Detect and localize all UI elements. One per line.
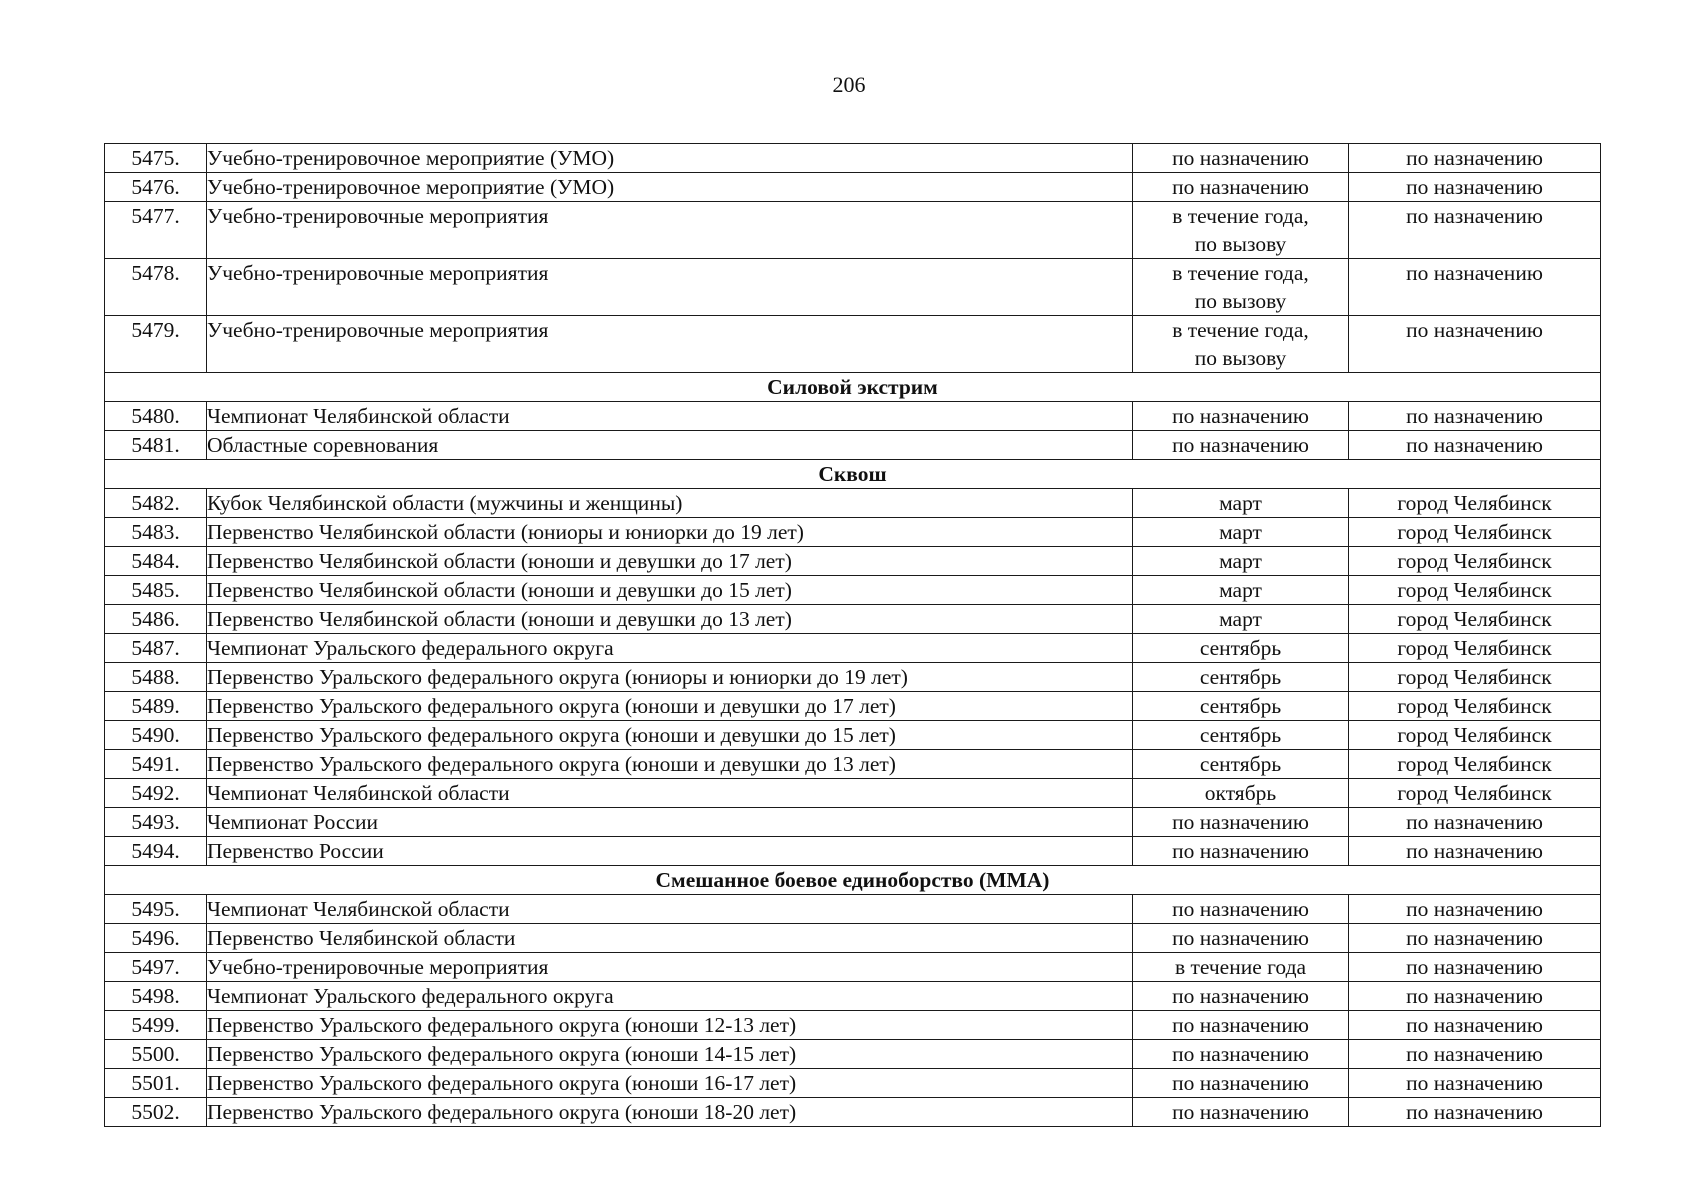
- event-place-cell: город Челябинск: [1349, 721, 1601, 750]
- event-name-cell: Чемпионат Челябинской области: [207, 402, 1133, 431]
- event-place-cell: по назначению: [1349, 173, 1601, 202]
- event-name-cell: Учебно-тренировочные мероприятия: [207, 202, 1133, 259]
- event-name-cell: Областные соревнования: [207, 431, 1133, 460]
- table-row: [105, 837, 1601, 866]
- event-name-cell: Учебно-тренировочные мероприятия: [207, 316, 1133, 373]
- event-date-line: в течение года,: [1172, 318, 1309, 342]
- event-date-line: март: [1219, 491, 1262, 515]
- event-number-cell: 5490.: [105, 721, 207, 750]
- event-date-cell: [1133, 402, 1349, 431]
- event-number-cell: 5484.: [105, 547, 207, 576]
- event-name-cell: Первенство Челябинской области (юноши и девушки до 13 лет): [207, 605, 1133, 634]
- event-place-cell: по назначению: [1349, 1011, 1601, 1040]
- table-row: [105, 518, 1601, 547]
- event-date-line: в течение года,: [1172, 204, 1309, 228]
- event-name-cell: Чемпионат Уральского федерального округа: [207, 982, 1133, 1011]
- table-row: [105, 316, 1601, 373]
- event-name-cell: Первенство Челябинской области (юноши и девушки до 17 лет): [207, 547, 1133, 576]
- event-number-cell: 5477.: [105, 202, 207, 259]
- event-date-line: по назначению: [1172, 984, 1309, 1008]
- event-place-cell: по назначению: [1349, 316, 1601, 373]
- event-date-cell: [1133, 982, 1349, 1011]
- event-name-cell: Первенство Челябинской области (юноши и девушки до 15 лет): [207, 576, 1133, 605]
- table-row: [105, 634, 1601, 663]
- event-date-cell: [1133, 924, 1349, 953]
- event-place-cell: по назначению: [1349, 402, 1601, 431]
- event-date-line: март: [1219, 549, 1262, 573]
- event-number-cell: 5501.: [105, 1069, 207, 1098]
- event-date-cell: [1133, 750, 1349, 779]
- event-name-cell: Первенство Уральского федерального округа (юноши 14-15 лет): [207, 1040, 1133, 1069]
- event-place-cell: по назначению: [1349, 982, 1601, 1011]
- page-number: 206: [832, 72, 866, 97]
- event-number-cell: 5493.: [105, 808, 207, 837]
- event-date-cell: [1133, 1098, 1349, 1127]
- event-date-cell: [1133, 144, 1349, 173]
- events-table-body: [105, 144, 1601, 1127]
- event-number-cell: 5491.: [105, 750, 207, 779]
- event-date-line: по вызову: [1194, 346, 1287, 370]
- event-number-cell: 5499.: [105, 1011, 207, 1040]
- event-name-cell: Первенство Уральского федерального округа (юноши и девушки до 13 лет): [207, 750, 1133, 779]
- event-name-cell: Первенство Уральского федерального округа (юноши и девушки до 15 лет): [207, 721, 1133, 750]
- event-place-cell: по назначению: [1349, 1040, 1601, 1069]
- table-row: [105, 1069, 1601, 1098]
- event-name-cell: Чемпионат России: [207, 808, 1133, 837]
- table-row: [105, 173, 1601, 202]
- event-date-cell: [1133, 173, 1349, 202]
- event-name-cell: Первенство Уральского федерального округа (юниоры и юниорки до 19 лет): [207, 663, 1133, 692]
- event-place-cell: город Челябинск: [1349, 779, 1601, 808]
- event-number-cell: 5481.: [105, 431, 207, 460]
- section-title: Смешанное боевое единоборство (ММА): [105, 866, 1601, 895]
- event-date-line: по назначению: [1172, 146, 1309, 170]
- table-row: [105, 1040, 1601, 1069]
- event-name-cell: Первенство Уральского федерального округа (юноши 12-13 лет): [207, 1011, 1133, 1040]
- event-date-cell: [1133, 316, 1349, 373]
- table-row: [105, 605, 1601, 634]
- event-place-cell: город Челябинск: [1349, 576, 1601, 605]
- event-date-line: сентябрь: [1199, 723, 1282, 747]
- event-place-cell: город Челябинск: [1349, 663, 1601, 692]
- event-date-line: по вызову: [1194, 232, 1287, 256]
- event-name-cell: Первенство Челябинской области (юниоры и юниорки до 19 лет): [207, 518, 1133, 547]
- table-row: [105, 576, 1601, 605]
- table-row: [105, 431, 1601, 460]
- table-row: [105, 982, 1601, 1011]
- event-number-cell: 5476.: [105, 173, 207, 202]
- table-row: [105, 895, 1601, 924]
- event-place-cell: город Челябинск: [1349, 605, 1601, 634]
- event-number-cell: 5478.: [105, 259, 207, 316]
- table-row: [105, 808, 1601, 837]
- event-place-cell: город Челябинск: [1349, 634, 1601, 663]
- event-number-cell: 5485.: [105, 576, 207, 605]
- event-place-cell: по назначению: [1349, 144, 1601, 173]
- event-date-cell: [1133, 202, 1349, 259]
- event-date-cell: [1133, 953, 1349, 982]
- event-name-cell: Учебно-тренировочное мероприятие (УМО): [207, 173, 1133, 202]
- event-name-cell: Чемпионат Челябинской области: [207, 895, 1133, 924]
- event-date-cell: [1133, 547, 1349, 576]
- event-place-cell: по назначению: [1349, 837, 1601, 866]
- event-number-cell: 5480.: [105, 402, 207, 431]
- event-name-cell: Первенство Уральского федерального округа (юноши 18-20 лет): [207, 1098, 1133, 1127]
- event-date-line: в течение года: [1174, 955, 1307, 979]
- table-row: [105, 547, 1601, 576]
- section-title: Сквош: [105, 460, 1601, 489]
- event-number-cell: 5502.: [105, 1098, 207, 1127]
- event-name-cell: Первенство Челябинской области: [207, 924, 1133, 953]
- event-number-cell: 5486.: [105, 605, 207, 634]
- event-place-cell: по назначению: [1349, 895, 1601, 924]
- event-place-cell: по назначению: [1349, 953, 1601, 982]
- event-name-cell: Учебно-тренировочные мероприятия: [207, 953, 1133, 982]
- event-date-line: по назначению: [1172, 433, 1309, 457]
- table-row: [105, 144, 1601, 173]
- event-date-cell: [1133, 837, 1349, 866]
- table-row: [105, 721, 1601, 750]
- table-row: [105, 779, 1601, 808]
- event-number-cell: 5498.: [105, 982, 207, 1011]
- event-date-cell: [1133, 431, 1349, 460]
- event-date-line: по назначению: [1172, 1013, 1309, 1037]
- table-row: [105, 663, 1601, 692]
- event-date-line: сентябрь: [1199, 694, 1282, 718]
- event-date-cell: [1133, 259, 1349, 316]
- event-name-cell: Учебно-тренировочное мероприятие (УМО): [207, 144, 1133, 173]
- event-name-cell: Кубок Челябинской области (мужчины и женщины): [207, 489, 1133, 518]
- event-number-cell: 5495.: [105, 895, 207, 924]
- table-row: [105, 259, 1601, 316]
- event-name-cell: Чемпионат Челябинской области: [207, 779, 1133, 808]
- event-date-line: по назначению: [1172, 926, 1309, 950]
- event-number-cell: 5479.: [105, 316, 207, 373]
- event-date-cell: [1133, 895, 1349, 924]
- event-number-cell: 5494.: [105, 837, 207, 866]
- event-date-line: по назначению: [1172, 1100, 1309, 1124]
- table-row: [105, 924, 1601, 953]
- event-date-line: октябрь: [1204, 781, 1277, 805]
- section-header-row: [105, 460, 1601, 489]
- event-date-cell: [1133, 721, 1349, 750]
- event-date-line: по назначению: [1172, 1071, 1309, 1095]
- event-number-cell: 5497.: [105, 953, 207, 982]
- event-place-cell: по назначению: [1349, 202, 1601, 259]
- table-row: [105, 202, 1601, 259]
- event-place-cell: по назначению: [1349, 808, 1601, 837]
- event-number-cell: 5482.: [105, 489, 207, 518]
- event-date-line: по назначению: [1172, 175, 1309, 199]
- event-date-line: в течение года,: [1172, 261, 1309, 285]
- event-place-cell: по назначению: [1349, 431, 1601, 460]
- event-date-line: март: [1219, 578, 1262, 602]
- event-name-cell: Чемпионат Уральского федерального округа: [207, 634, 1133, 663]
- event-number-cell: 5483.: [105, 518, 207, 547]
- event-date-cell: [1133, 489, 1349, 518]
- event-date-cell: [1133, 518, 1349, 547]
- event-place-cell: город Челябинск: [1349, 518, 1601, 547]
- section-header-row: [105, 866, 1601, 895]
- table-row: [105, 402, 1601, 431]
- event-place-cell: по назначению: [1349, 924, 1601, 953]
- event-date-line: март: [1219, 607, 1262, 631]
- event-date-line: по назначению: [1172, 839, 1309, 863]
- event-place-cell: по назначению: [1349, 1069, 1601, 1098]
- event-number-cell: 5500.: [105, 1040, 207, 1069]
- event-number-cell: 5496.: [105, 924, 207, 953]
- event-date-line: по вызову: [1194, 289, 1287, 313]
- event-name-cell: Учебно-тренировочные мероприятия: [207, 259, 1133, 316]
- section-header-row: [105, 373, 1601, 402]
- table-row: [105, 489, 1601, 518]
- event-place-cell: город Челябинск: [1349, 489, 1601, 518]
- event-date-cell: [1133, 1011, 1349, 1040]
- event-date-line: сентябрь: [1199, 752, 1282, 776]
- table-row: [105, 1011, 1601, 1040]
- event-date-cell: [1133, 692, 1349, 721]
- events-table: [104, 143, 1601, 1127]
- event-date-line: по назначению: [1172, 1042, 1309, 1066]
- event-date-cell: [1133, 576, 1349, 605]
- event-place-cell: по назначению: [1349, 1098, 1601, 1127]
- table-row: [105, 750, 1601, 779]
- event-number-cell: 5475.: [105, 144, 207, 173]
- event-place-cell: город Челябинск: [1349, 547, 1601, 576]
- event-date-line: по назначению: [1172, 897, 1309, 921]
- table-row: [105, 953, 1601, 982]
- event-date-line: по назначению: [1172, 810, 1309, 834]
- section-title: Силовой экстрим: [105, 373, 1601, 402]
- event-place-cell: город Челябинск: [1349, 750, 1601, 779]
- table-row: [105, 692, 1601, 721]
- event-date-line: март: [1219, 520, 1262, 544]
- event-number-cell: 5492.: [105, 779, 207, 808]
- event-place-cell: по назначению: [1349, 259, 1601, 316]
- event-date-line: сентябрь: [1199, 636, 1282, 660]
- event-date-line: сентябрь: [1199, 665, 1282, 689]
- event-name-cell: Первенство Уральского федерального округа (юноши 16-17 лет): [207, 1069, 1133, 1098]
- event-name-cell: Первенство Уральского федерального округа (юноши и девушки до 17 лет): [207, 692, 1133, 721]
- event-number-cell: 5488.: [105, 663, 207, 692]
- event-date-cell: [1133, 634, 1349, 663]
- event-number-cell: 5489.: [105, 692, 207, 721]
- event-date-cell: [1133, 1069, 1349, 1098]
- event-name-cell: Первенство России: [207, 837, 1133, 866]
- event-date-line: по назначению: [1172, 404, 1309, 428]
- event-date-cell: [1133, 1040, 1349, 1069]
- event-date-cell: [1133, 663, 1349, 692]
- event-number-cell: 5487.: [105, 634, 207, 663]
- event-date-cell: [1133, 605, 1349, 634]
- event-date-cell: [1133, 808, 1349, 837]
- table-row: [105, 1098, 1601, 1127]
- event-place-cell: город Челябинск: [1349, 692, 1601, 721]
- event-date-cell: [1133, 779, 1349, 808]
